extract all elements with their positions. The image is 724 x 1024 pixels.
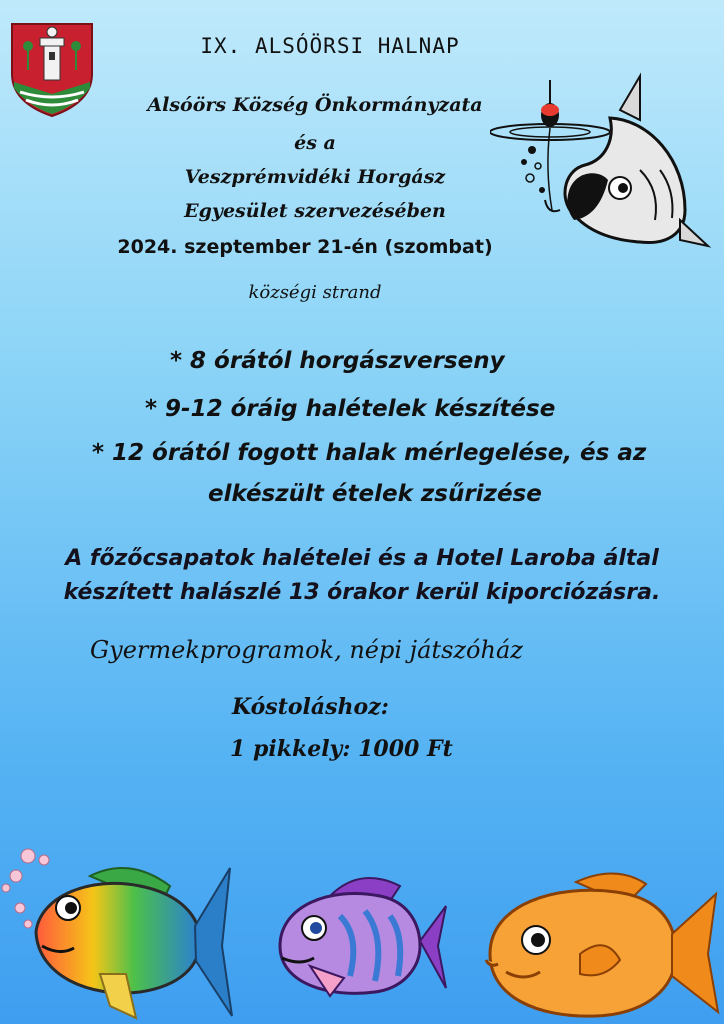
tasting-label: Kóstoláshoz:: [232, 694, 389, 720]
event-venue: községi strand: [248, 282, 382, 303]
orange-fish-icon: [476, 864, 724, 1024]
program-item-2: * 9-12 óráig halételek készítése: [145, 396, 556, 422]
program-item-1: * 8 órától horgászverseny: [170, 348, 505, 374]
info-line-2: készített halászlé 13 órakor kerül kiporciózásra.: [63, 580, 661, 606]
purple-fish-icon: [270, 866, 450, 1002]
program-item-4: elkészült ételek zsűrizése: [208, 481, 542, 507]
info-line-1: A főzőcsapatok halételei és a Hotel Laroba által: [65, 546, 659, 571]
tasting-price: 1 pikkely: 1000 Ft: [230, 736, 453, 762]
organizer-line-2: és a: [294, 132, 336, 154]
kids-program: Gyermekprogramok, népi játszóház: [90, 636, 523, 664]
program-item-3: * 12 órától fogott halak mérlegelése, és az: [92, 440, 647, 466]
event-date: 2024. szeptember 21-én (szombat): [117, 236, 493, 258]
organizer-line-4: Egyesület szervezésében: [184, 200, 446, 222]
rainbow-fish-icon: [0, 846, 240, 1024]
info-text: [0, 542, 724, 610]
organizer-line-3: Veszprémvidéki Horgász: [184, 166, 446, 188]
event-title: IX. ALSÓÖRSI HALNAP: [200, 34, 460, 58]
fishing-fish-icon: [490, 70, 712, 252]
organizer-line-1: Alsóörs Község Önkormányzata: [147, 94, 483, 116]
